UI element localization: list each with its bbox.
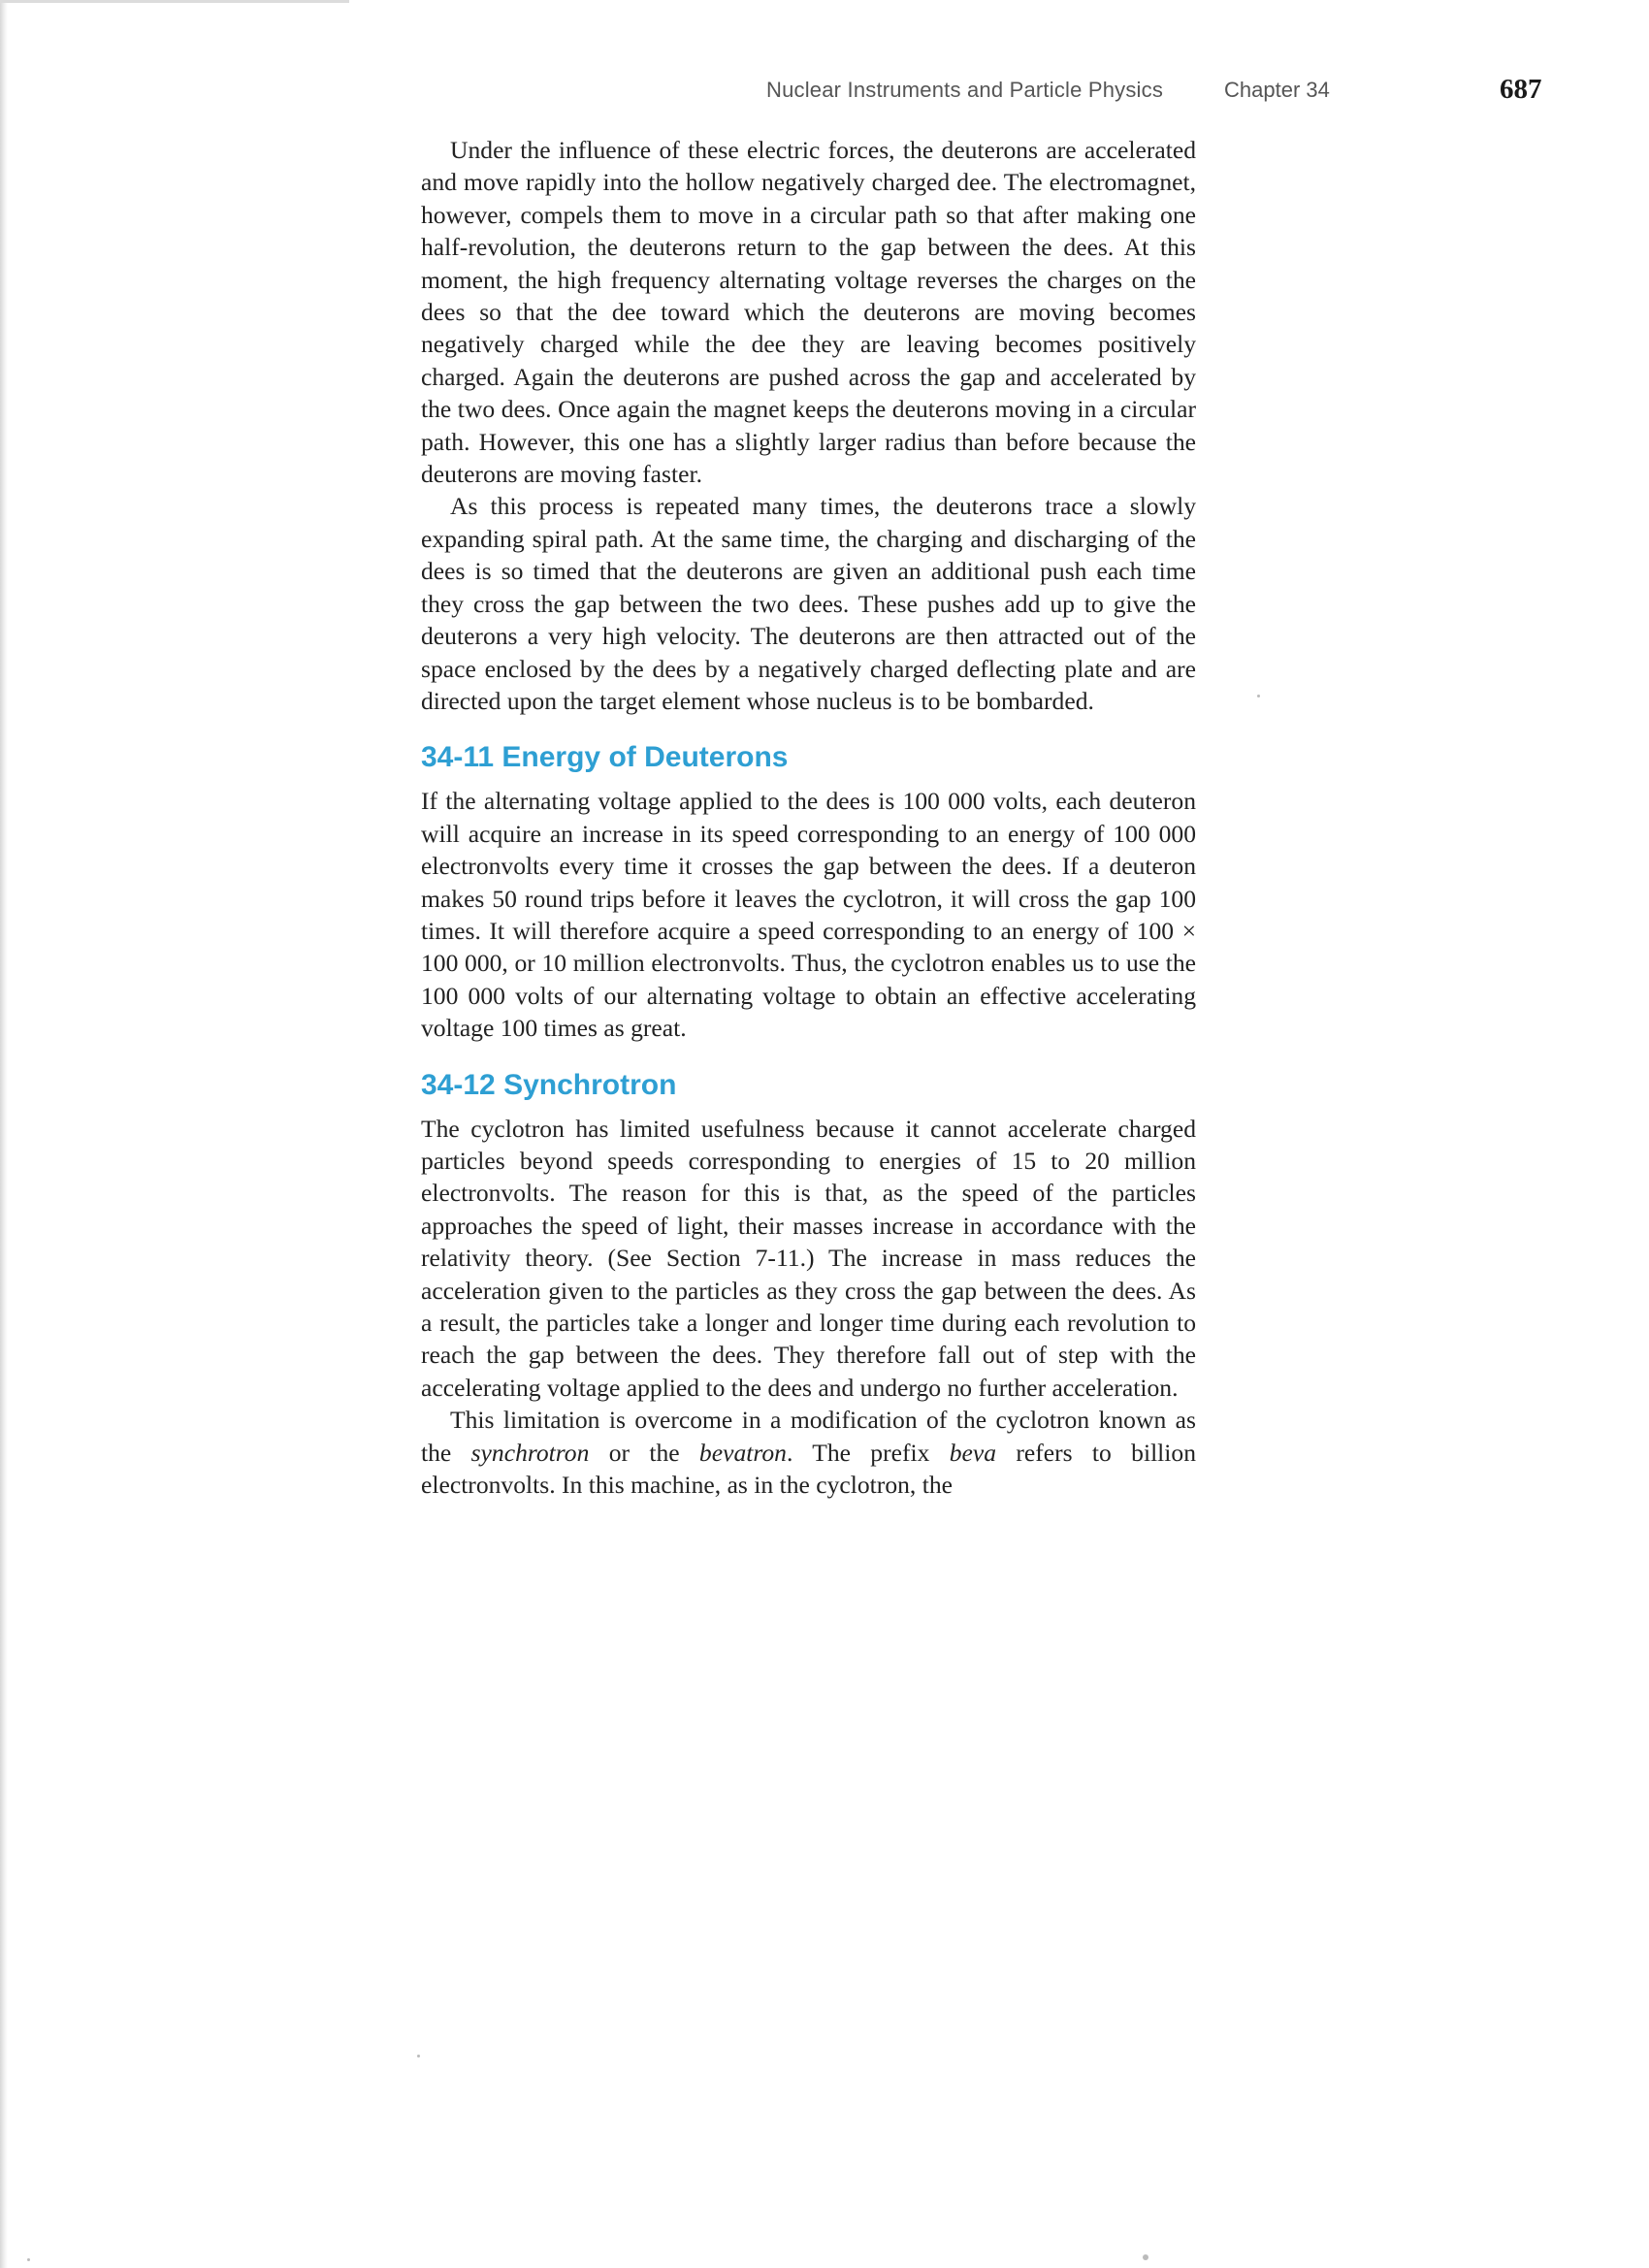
scan-speck: [1257, 695, 1260, 697]
running-head: [679, 74, 1552, 113]
page-number: 687: [1500, 74, 1542, 105]
section-heading-energy-of-deuterons: 34-11 Energy of Deuterons: [421, 741, 789, 774]
scan-speck: [27, 2258, 30, 2261]
text-run: refers to billion electronvolts. In this machine, as in the cyclotron, the: [421, 1438, 1196, 1500]
paragraph-energy-of-deuterons: If the alternating voltage applied to the dees is 100 000 volts, each deuteron will acquire an increase in its speed corresponding to an energy of 100 000 electronvolts every time it crosses the gap between the dees. If a deuteron makes 50 round trips before it leaves the cyclotron, it will cross the gap 100 times. It will therefore acquire a speed corresponding to an energy of 100 × 100 000, or 10 million electronvolts. Thus, the cyclotron enables us to use the 100 000 volts of our alternating voltage to obtain an effective accelerating voltage 100 times as great.: [421, 787, 1196, 1043]
chapter-label: Chapter 34: [1224, 78, 1330, 102]
scan-speck: [1143, 2254, 1148, 2260]
text-run: This limitation is overcome in a modification of the cyclotron known as the: [421, 1406, 1196, 1467]
paragraph-synchrotron-intro: [421, 1404, 1196, 1501]
scan-speck: [417, 2055, 420, 2057]
paragraph-cyclotron-limits: The cyclotron has limited usefulness because it cannot accelerate charged particles beyond speeds corresponding to energies of 15 to 20 million electronvolts. The reason for this is that, as the speed of the particles approaches the speed of light, their masses increase in accordance with the relativity theory. (See Section 7-11.) The increase in mass reduces the acceleration given to the particles as they cross the gap between the dees. As a result, the particles take a longer and longer time during each revolution to reach the gap between the dees. They therefore fall out of step with the accelerating voltage applied to the dees and undergo no further acceleration.: [421, 1114, 1196, 1402]
text-column: [421, 134, 1196, 1501]
paragraph-spiral-path: As this process is repeated many times, the deuterons trace a slowly expanding spiral path. At the same time, the charging and discharging of the dees is so timed that the deuterons are given an additional push each time they cross the gap between the two dees. These pushes add up to give the deuterons a very high velocity. The deuterons are then attracted out of the space enclosed by the dees by a negatively charged deflecting plate and are directed upon the target element whose nucleus is to be bombarded.: [421, 492, 1196, 715]
term-synchrotron: synchrotron: [470, 1438, 590, 1467]
paragraph-deuteron-acceleration: Under the influence of these electric forces, the deuterons are accelerated and move rapidly into the hollow negatively charged dee. The electromagnet, however, compels them to move in a circular path so that after making one half-revolution, the deuterons return to the gap between the dees. At this moment, the high frequency alternating voltage reverses the charges on the dees so that the dee toward which the deuterons are moving becomes negatively charged while the dee they are leaving becomes positively charged. Again the deuterons are pushed across the gap and accelerated by the two dees. Once again the magnet keeps the deuterons moving in a circular path. However, this one has a slightly larger radius than before because the deuterons are moving faster.: [421, 136, 1196, 489]
scan-edge-top: [0, 0, 349, 3]
text-run: or the: [589, 1438, 699, 1467]
scan-edge: [0, 0, 8, 2268]
text-run: . The prefix: [786, 1438, 950, 1467]
section-heading-synchrotron: 34-12 Synchrotron: [421, 1068, 677, 1101]
term-bevatron: bevatron: [698, 1438, 787, 1467]
term-beva: beva: [949, 1438, 997, 1467]
running-title: Nuclear Instruments and Particle Physics: [766, 78, 1164, 102]
